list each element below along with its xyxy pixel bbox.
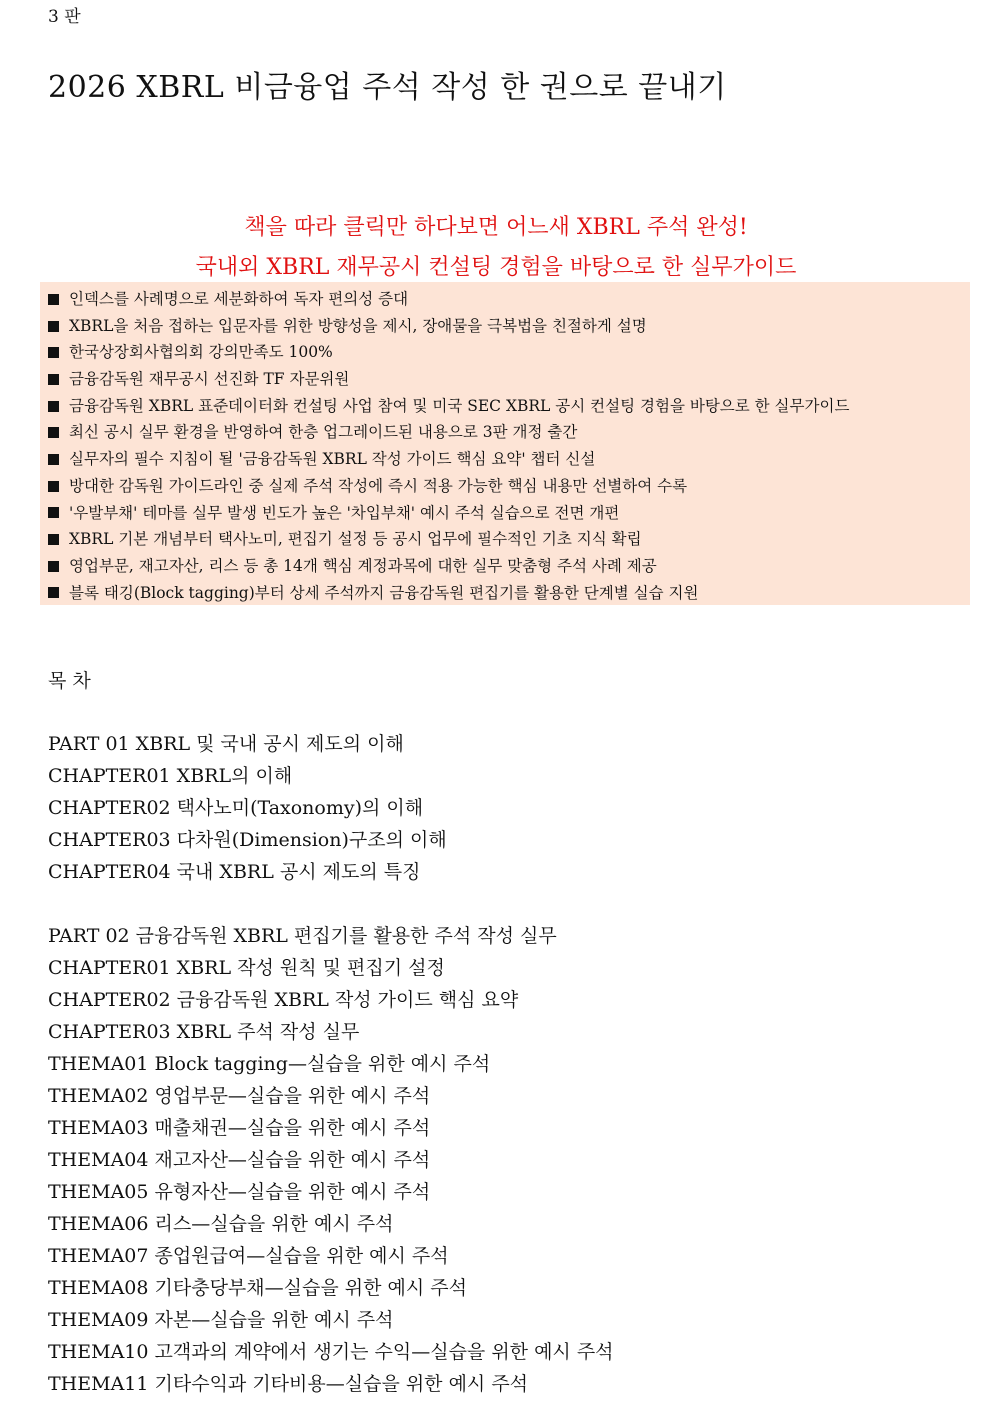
feature-text: 금융감독원 XBRL 표준데이터화 컨설팅 사업 참여 및 미국 SEC XBRL 공시 컨설팅 경험을 바탕으로 한 실무가이드 (69, 396, 850, 415)
toc-thema: THEMA03 매출채권—실습을 위한 예시 주석 (48, 1117, 431, 1139)
toc-chapter: CHAPTER01 XBRL의 이해 (48, 765, 293, 787)
square-bullet-icon (48, 454, 59, 465)
feature-item (40, 473, 970, 500)
feature-text: 인덱스를 사례명으로 세분화하여 독자 편의성 증대 (69, 290, 409, 308)
feature-item (40, 446, 970, 473)
toc-chapter: CHAPTER02 택사노미(Taxonomy)의 이해 (48, 797, 424, 819)
square-bullet-icon (48, 321, 59, 332)
edition-label: 3 판 (48, 7, 81, 27)
toc-thema: THEMA10 고객과의 계약에서 생기는 수익—실습을 위한 예시 주석 (48, 1341, 614, 1363)
feature-item (40, 393, 970, 420)
feature-text: 금융감독원 재무공시 선진화 TF 자문위원 (69, 370, 350, 389)
toc-chapter: CHAPTER04 국내 XBRL 공시 제도의 특징 (48, 861, 421, 883)
feature-text: '우발부채' 테마를 실무 발생 빈도가 높은 '차입부채' 예시 주석 실습으로 전면 개편 (69, 503, 620, 522)
toc-thema: THEMA01 Block tagging—실습을 위한 예시 주석 (48, 1053, 491, 1075)
feature-item (40, 313, 970, 340)
feature-item (40, 580, 970, 607)
toc-chapter: CHAPTER03 XBRL 주석 작성 실무 (48, 1021, 360, 1043)
square-bullet-icon (48, 561, 59, 572)
feature-text: 최신 공시 실무 환경을 반영하여 한층 업그레이드된 내용으로 3판 개정 출간 (69, 423, 578, 442)
feature-item (40, 526, 970, 553)
square-bullet-icon (48, 427, 59, 438)
tagline-secondary: 국내외 XBRL 재무공시 컨설팅 경험을 바탕으로 한 실무가이드 (195, 255, 797, 280)
feature-item (40, 339, 970, 366)
toc-thema: THEMA09 자본—실습을 위한 예시 주석 (48, 1309, 394, 1331)
square-bullet-icon (48, 587, 59, 598)
square-bullet-icon (48, 401, 59, 412)
toc-part-title: PART 02 금융감독원 XBRL 편집기를 활용한 주석 작성 실무 (48, 925, 557, 947)
feature-item (40, 286, 970, 313)
feature-text: XBRL을 처음 접하는 입문자를 위한 방향성을 제시, 장애물을 극복법을 친절하게 설명 (69, 316, 647, 335)
feature-text: 영업부문, 재고자산, 리스 등 총 14개 핵심 계정과목에 대한 실무 맞춤형 주석 사례 제공 (69, 556, 657, 575)
toc-thema: THEMA06 리스—실습을 위한 예시 주석 (48, 1213, 394, 1235)
square-bullet-icon (48, 481, 59, 492)
toc-chapter: CHAPTER02 금융감독원 XBRL 작성 가이드 핵심 요약 (48, 989, 519, 1011)
toc-thema: THEMA04 재고자산—실습을 위한 예시 주석 (48, 1149, 431, 1171)
tagline-primary: 책을 따라 클릭만 하다보면 어느새 XBRL 주석 완성! (244, 215, 748, 240)
toc-thema: THEMA11 기타수익과 기타비용—실습을 위한 예시 주석 (48, 1373, 529, 1395)
square-bullet-icon (48, 534, 59, 545)
feature-item (40, 500, 970, 527)
table-of-contents (48, 728, 614, 1400)
feature-text: 한국상장회사협의회 강의만족도 100% (69, 343, 333, 362)
square-bullet-icon (48, 294, 59, 305)
toc-chapter: CHAPTER01 XBRL 작성 원칙 및 편집기 설정 (48, 957, 445, 979)
toc-chapter: CHAPTER03 다차원(Dimension)구조의 이해 (48, 829, 447, 851)
toc-thema: THEMA08 기타충당부채—실습을 위한 예시 주석 (48, 1277, 467, 1299)
feature-list (40, 282, 970, 605)
feature-text: 실무자의 필수 지침이 될 '금융감독원 XBRL 작성 가이드 핵심 요약' 챕터 신설 (69, 450, 596, 469)
feature-text: 블록 태깅(Block tagging)부터 상세 주석까지 금융감독원 편집기를 활용한 단계별 실습 지원 (69, 583, 699, 602)
feature-text: XBRL 기본 개념부터 택사노미, 편집기 설정 등 공시 업무에 필수적인 기초 지식 확립 (69, 530, 642, 549)
square-bullet-icon (48, 374, 59, 385)
toc-thema: THEMA07 종업원급여—실습을 위한 예시 주석 (48, 1245, 449, 1267)
feature-item (40, 366, 970, 393)
feature-item (40, 419, 970, 446)
toc-heading: 목 차 (48, 670, 91, 692)
square-bullet-icon (48, 347, 59, 358)
square-bullet-icon (48, 507, 59, 518)
toc-thema: THEMA05 유형자산—실습을 위한 예시 주석 (48, 1181, 431, 1203)
feature-text: 방대한 감독원 가이드라인 중 실제 주석 작성에 즉시 적용 가능한 핵심 내용만 선별하여 수록 (69, 476, 688, 495)
feature-item (40, 553, 970, 580)
book-title: 2026 XBRL 비금융업 주석 작성 한 권으로 끝내기 (48, 70, 727, 105)
toc-part-title: PART 01 XBRL 및 국내 공시 제도의 이해 (48, 733, 404, 755)
toc-spacer (48, 888, 614, 920)
toc-thema: THEMA02 영업부문—실습을 위한 예시 주석 (48, 1085, 431, 1107)
